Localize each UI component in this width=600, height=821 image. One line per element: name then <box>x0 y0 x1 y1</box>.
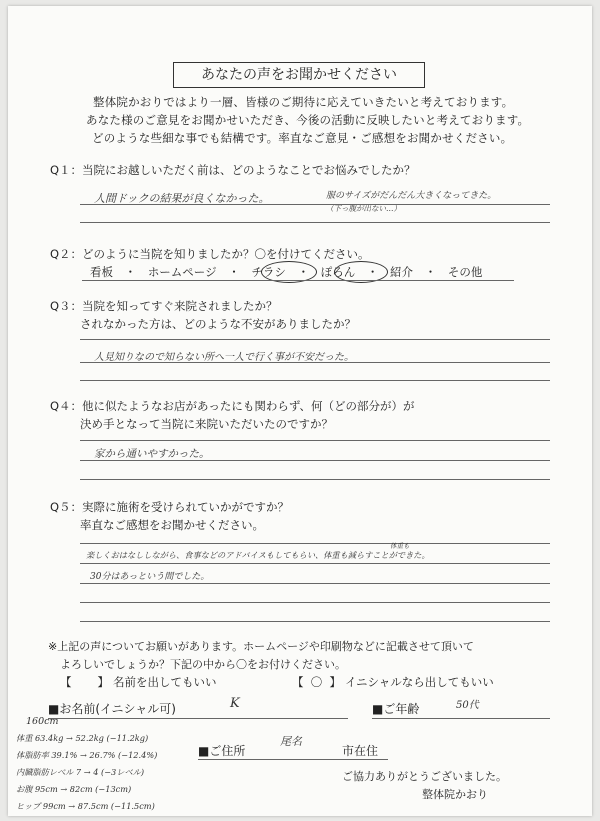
q5-answer-line-5 <box>80 621 550 622</box>
q2-option-poron: ぽろん <box>320 265 356 279</box>
q1-answer-b: 服のサイズがだんだん大きくなってきた。 <box>326 191 497 201</box>
footer-studio: 整体院かおり <box>422 788 488 801</box>
address-value: 尾名 <box>280 735 302 748</box>
request-option-initial: 【 〇 】 イニシャルなら出してもいい <box>292 675 494 689</box>
measurement-hip: ヒップ 99cm → 87.5cm (−11.5cm) <box>16 801 155 811</box>
address-label: ■ご住所 <box>198 744 246 758</box>
q1-answer-note: （下っ腹が出ない…） <box>326 204 401 213</box>
q3-answer-line-1 <box>80 339 550 340</box>
name-underline <box>48 718 348 719</box>
q2-question: Q２：どのように当院を知りましたか？〇を付けてください。 <box>50 247 370 261</box>
survey-sheet <box>8 6 592 816</box>
city-label: 市在住 <box>342 744 379 758</box>
q4-answer-line-2 <box>80 460 550 461</box>
intro-line-2: あなた様のご意見をお聞かせいただき、今後の活動に反映したいと考えております。 <box>86 113 530 127</box>
intro-line-1: 整体院かおりではより一層、皆様のご期待に応えていきたいと考えております。 <box>93 95 514 109</box>
q4-question-2: 決め手となって当院に来院いただいたのですか？ <box>80 417 333 431</box>
name-value: K <box>230 696 240 711</box>
q3-answer-line-3 <box>80 380 550 381</box>
q4-question: Q４：他に似たようなお店があったにも関わらず、何（どの部分が）が <box>50 399 415 413</box>
footer-thanks: ご協力ありがとうございました。 <box>342 770 507 783</box>
request-line-2: よろしいでしょうか？下記の中から〇をお付けください。 <box>60 658 346 671</box>
q1-answer-line-1 <box>80 204 550 205</box>
q3-answer-line-2 <box>80 362 550 363</box>
measurement-height: 160cm <box>26 716 59 727</box>
age-value: 50代 <box>456 700 479 711</box>
q5-answer-line-1 <box>80 543 550 544</box>
q2-options: 看板 ・ ホームページ ・ チラシ ・ ぽろん ・ 紹介 ・ その他 <box>90 265 483 279</box>
q3-question-2: されなかった方は、どのような不安がありましたか？ <box>80 317 356 331</box>
q2-option-kanban: 看板 <box>90 265 113 279</box>
q2-option-chirashi: チラシ <box>251 265 286 279</box>
page-title: あなたの声をお聞かせください <box>173 62 425 88</box>
address-underline <box>198 759 388 760</box>
q1-answer-a: 人間ドックの結果が良くなかった。 <box>94 192 270 205</box>
q5-answer-note: 体重も <box>390 542 410 550</box>
measurement-waist: お腹 95cm → 82cm (−13cm) <box>16 784 132 794</box>
q5-answer-a: 楽しくおはなししながら、食事などのアドバイスもしてもらい、体重も減らすことができた。 <box>86 550 430 560</box>
measurement-visceral-fat: 内臓脂肪レベル 7 → 4 (−3レベル) <box>16 767 145 777</box>
q1-answer-line-2 <box>80 222 550 223</box>
request-line-1: ※上記の声についてお願いがあります。ホームページや印刷物などに記載させて頂いて <box>48 640 474 653</box>
name-label: ■お名前(イニシャル可) <box>48 702 176 716</box>
q2-option-homepage: ホームページ <box>147 265 217 279</box>
q4-answer: 家から通いやすかった。 <box>94 448 210 460</box>
q5-answer-line-3 <box>80 583 550 584</box>
measurement-weight: 体重 63.4kg → 52.2kg (−11.2kg) <box>16 733 149 743</box>
q5-answer-line-4 <box>80 602 550 603</box>
selected-mark: 〇 <box>310 675 323 689</box>
q5-answer-b: 30分はあっという間でした。 <box>90 572 210 582</box>
q3-question: Q３：当院を知ってすぐ来院されましたか？ <box>50 299 278 313</box>
q4-answer-line-1 <box>80 440 550 441</box>
q2-options-underline <box>82 280 514 281</box>
q4-answer-line-3 <box>80 479 550 480</box>
q5-question: Q５：実際に施術を受けられていかがですか？ <box>50 500 290 514</box>
measurement-body-fat: 体脂肪率 39.1% → 26.7% (−12.4%) <box>16 750 158 760</box>
age-underline <box>372 718 550 719</box>
age-label: ■ご年齢 <box>372 702 420 716</box>
q3-answer: 人見知りなので知らない所へ一人で行く事が不安だった。 <box>94 352 354 363</box>
intro-line-3: どのような些細な事でも結構です。率直なご意見・ご感想をお聞かせください。 <box>92 131 513 145</box>
q2-option-shoukai: 紹介 <box>390 265 414 279</box>
request-option-name: 【 】 名前を出してもいい <box>60 675 217 689</box>
q5-answer-line-2 <box>80 563 550 564</box>
q5-question-2: 率直なご感想をお聞かせください。 <box>80 518 264 532</box>
q1-question: Q１：当院にお越しいただく前は、どのようなことでお悩みでしたか？ <box>50 163 416 177</box>
q2-option-other: その他 <box>447 265 483 279</box>
